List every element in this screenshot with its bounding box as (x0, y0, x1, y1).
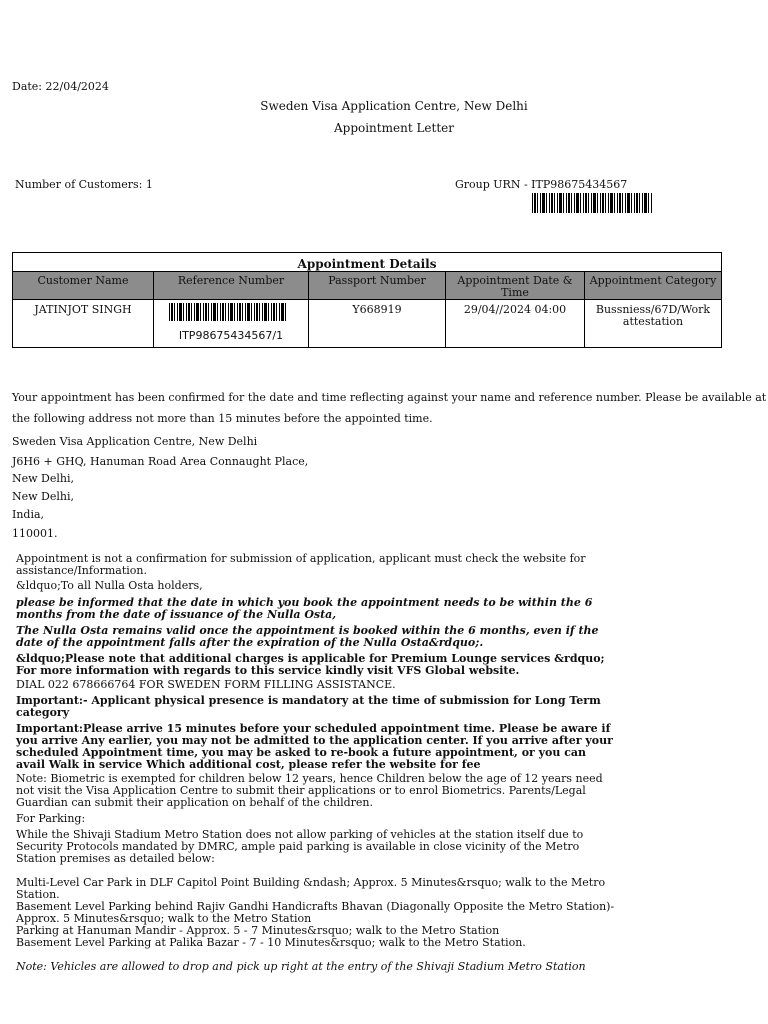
parking-item: Basement Level Parking behind Rajiv Gandhi Handicrafts Bhavan (Diagonally Opposite the Metro Station)- Approx. 5 Minutes&rsquo; walk to the Metro Station (16, 900, 615, 925)
header-passport-number: Passport Number (309, 272, 446, 299)
parking-item: Parking at Hanuman Mandir - Approx. 5 - 7 Minutes&rsquo; walk to the Metro Station (16, 924, 500, 937)
letter-date: Date: 22/04/2024 (12, 80, 109, 93)
appointment-table (12, 252, 722, 348)
cell-reference (154, 300, 309, 347)
header-appointment-category: Appointment Category (589, 274, 717, 287)
address-line: New Delhi, (12, 490, 74, 503)
group-urn-barcode (532, 193, 652, 213)
address-line: New Delhi, (12, 472, 74, 485)
note-biometric: Note: Biometric is exempted for children below 12 years, hence Children below the age of 12 years need not visit the Visa Application Centre to submit their applications or to enrol Biometrics. Parents/Legal Guardian can submit their application on behalf of the children. (16, 772, 603, 809)
reference-barcode (169, 303, 287, 321)
confirmation-text-line1: Your appointment has been confirmed for the date and time reflecting against your name and reference number. Please be available at (12, 391, 767, 404)
note-arrival-time: Important:Please arrive 15 minutes before your scheduled appointment time. Please be aware if you arrive Any earlier, you may not be admitted to the application center. If you arrive after your scheduled Appointment time, you may be asked to re-book a future appointment, or you can avail Walk in service Which additional cost, please refer the website for fee (16, 722, 613, 771)
group-urn: Group URN - ITP98675434567 (455, 178, 628, 191)
note-nulla-osta-greeting: &ldquo;To all Nulla Osta holders, (16, 579, 203, 592)
table-header (13, 272, 721, 300)
header-appointment-datetime: Appointment Date & Time (446, 272, 585, 299)
letter-title: Appointment Letter (333, 121, 455, 135)
confirmation-text-line2: the following address not more than 15 minutes before the appointed time. (12, 412, 433, 425)
address-line: J6H6 + GHQ, Hanuman Road Area Connaught Place, (12, 455, 309, 468)
customer-count: Number of Customers: 1 (15, 178, 153, 191)
note-vehicle-drop: Note: Vehicles are allowed to drop and pick up right at the entry of the Shivaji Stadium Metro Station (16, 960, 586, 973)
note-nulla-osta-date: please be informed that the date in which you book the appointment needs to be within the 6 months from the date of issuance of the Nulla Osta, (16, 596, 593, 621)
cell-passport-number: Y668919 (309, 300, 446, 347)
parking-item: Basement Level Parking at Palika Bazar - 7 - 10 Minutes&rsquo; walk to the Metro Station. (16, 936, 526, 949)
note-nulla-osta-valid: The Nulla Osta remains valid once the appointment is booked within the 6 months, even if the date of the appointment falls after the expiration of the Nulla Osta&rdquo;. (16, 624, 599, 649)
header-customer-name: Customer Name (13, 272, 154, 299)
address-line: 110001. (12, 527, 58, 540)
parking-intro: While the Shivaji Stadium Metro Station does not allow parking of vehicles at the station itself due to Security Protocols mandated by DMRC, ample paid parking is available in close vicinity of the Metro Station premises as detailed below: (16, 828, 584, 865)
address-line: India, (12, 508, 45, 521)
note-confirmation: Appointment is not a confirmation for submission of application, applicant must check the website for assistance/Information. (16, 552, 586, 577)
notes-section (16, 553, 616, 973)
parking-heading: For Parking: (16, 812, 86, 825)
table-title: Appointment Details (13, 253, 721, 272)
header-reference-number: Reference Number (154, 272, 309, 299)
note-premium-lounge: &ldquo;Please note that additional charges is applicable for Premium Lounge services &rdquo; For more information with regards to this service kindly visit VFS Global website. (16, 652, 605, 677)
centre-title: Sweden Visa Application Centre, New Delhi (260, 99, 528, 113)
parking-item: Multi-Level Car Park in DLF Capitol Point Building &ndash; Approx. 5 Minutes&rsquo; walk to the Metro Station. (16, 876, 606, 901)
note-physical-presence: Important:- Applicant physical presence is mandatory at the time of submission for Long Term category (16, 694, 601, 719)
cell-appointment-datetime: 29/04//2024 04:00 (446, 300, 585, 347)
address-line: Sweden Visa Application Centre, New Delhi (12, 435, 258, 448)
note-dial-assistance: DIAL 022 678666764 FOR SWEDEN FORM FILLING ASSISTANCE. (16, 678, 396, 691)
cell-customer-name: JATINJOT SINGH (13, 300, 154, 347)
cell-appointment-category: Bussniess/67D/Work attestation (595, 303, 711, 328)
reference-number: ITP98675434567/1 (178, 329, 284, 342)
table-row (13, 300, 721, 347)
